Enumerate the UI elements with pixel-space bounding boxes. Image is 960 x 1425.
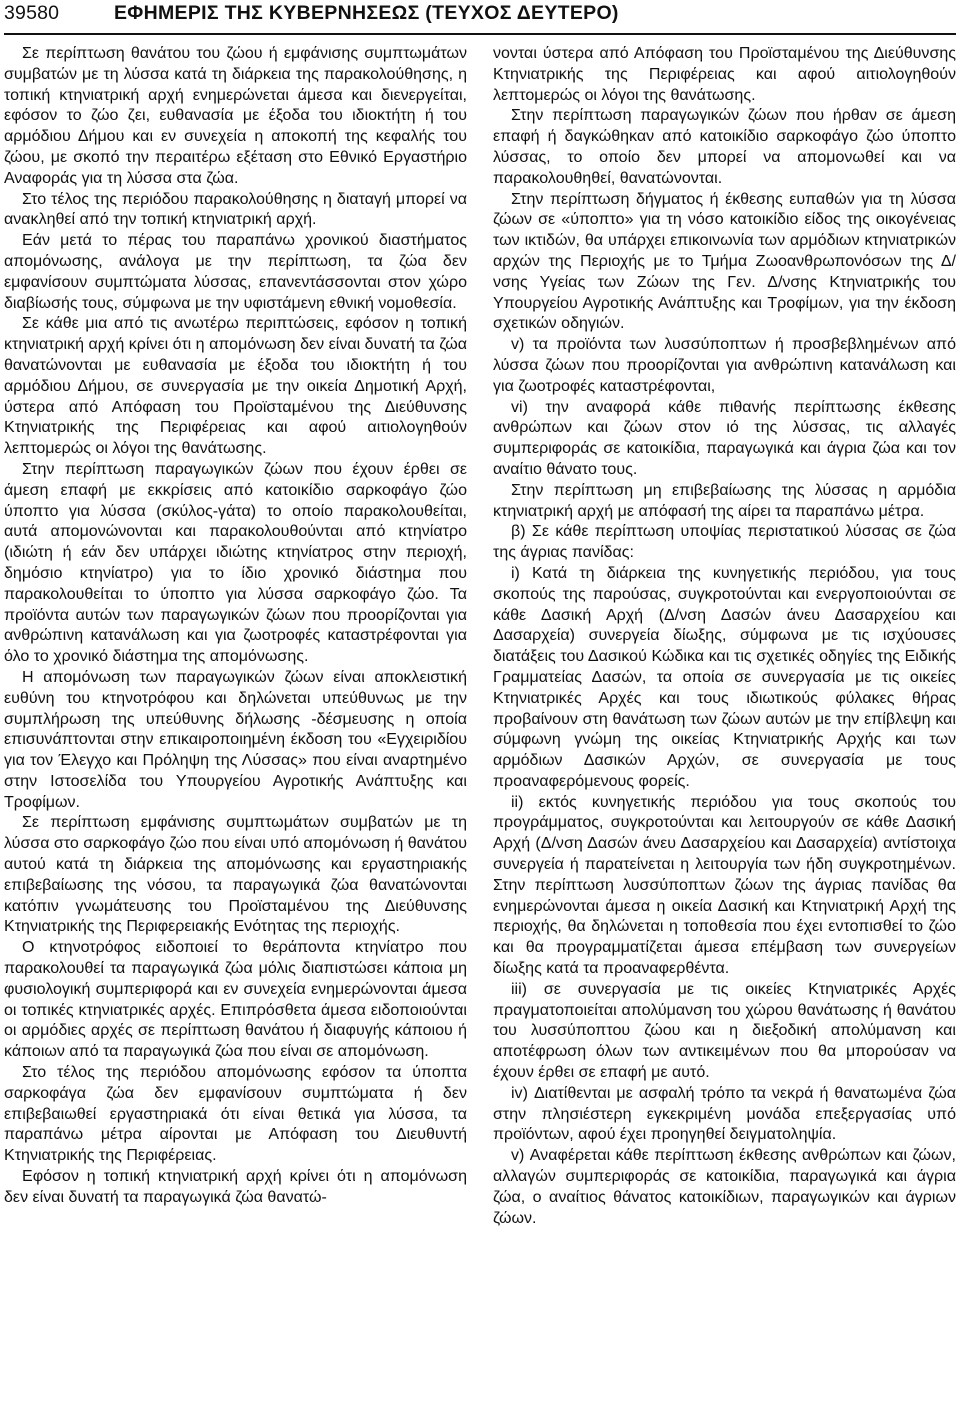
paragraph: Στην περίπτωση παραγωγικών ζώων που ήρθαν σε άμεση επαφή ή δαγκώθηκαν από κατοικίδιο σαρκοφάγο ζώο ύποπτο λύσσας, το οποίο δεν μπορεί να απομονωθεί και να παρακολουθηθεί, θανατώνονται.: [493, 106, 956, 187]
paragraph: ii) εκτός κυνηγετικής περιόδου για τους σκοπούς του προγράμματος, συγκροτούνται και λειτουργούν σε κάθε Δασική Αρχή (Δ/νση Δασών άνευ Δασαρχείου και Δασαρχεία) αντίστοιχα συνεργεία ή παρατείνεται η λειτουργία των ήδη συγκροτημένων. Στην περίπτωση λυσσύποπτων ζώων της άγριας πανίδας θα ενημερώνονται άμεσα η οικεία Δασική και Κτηνιατρική Αρχή της περιοχής, θα δηλώνεται η τοποθεσία που έχει εντοπισθεί το ζώο και θα προγραμματίζεται άμεσα επέμβαση των συνεργείων δίωξης κατά τα προαναφερθέντα.: [493, 792, 956, 978]
paragraph: β) Σε κάθε περίπτωση υποψίας περιστατικού λύσσας σε ζώα της άγριας πανίδας:: [493, 522, 956, 562]
continuation-paragraph: νονται ύστερα από Απόφαση του Προϊσταμένου της Διεύθυνσης Κτηνιατρικής της Περιφέρειας και αφού αιτιολογηθούν λεπτομερώς οι λόγοι της θανάτωσης.: [493, 44, 956, 104]
paragraph: v) τα προϊόντα των λυσσύποπτων ή προσβεβλημένων από λύσσα ζώων που προορίζονται για ανθρώπινη κατανάλωση και για ζωοτροφές καταστρέφονται,: [493, 335, 956, 395]
paragraph: Σε περίπτωση εμφάνισης συμπτωμάτων συμβατών με τη λύσσα στο σαρκοφάγο ζώο που είναι υπό απομόνωση ή θανάτου αυτού κατά τη διάρκεια της απομόνωσης και εργαστηριακής επιβεβαίωσης της νόσου, τα παραγωγικά ζώα θανατώνονται κατόπιν γνωμάτευσης του Προϊσταμένου της Διεύθυνσης Κτηνιατρικής της Περιφερειακής Ενότητας της περιοχής.: [4, 813, 467, 936]
paragraph: Στην περίπτωση δήγματος ή έκθεσης ευπαθών για τη λύσσα ζώων σε «ύποπτο» για τη νόσο κατοικίδιο είδος της οικογένειας των ικτιδών, θα υπάρχει επικοινωνία των αρμόδιων κτηνιατρικών αρχών της Περιοχής με το Τμήμα Ζωοανθρωπονόσων της Δ/νσης Υγείας των Ζώων της Γεν. Δ/νσης Κτηνιατρικής του Υπουργείου Αγροτικής Ανάπτυξης και Τροφίμων, για την έκδοση σχετικών οδηγιών.: [493, 189, 956, 333]
paragraph: Στο τέλος της περιόδου απομόνωσης εφόσον τα ύποπτα σαρκοφάγα ζώα δεν εμφανίσουν συμπτώματα ή δεν επιβεβαιωθεί εργαστηριακά ότι είναι θετικά για λύσσα, τα παραπάνω μέτρα αίρονται με Απόφαση του Διευθυντή Κτηνιατρικής της Περιφέρειας.: [4, 1063, 467, 1165]
paragraph: Εφόσον η τοπική κτηνιατρική αρχή κρίνει ότι η απομόνωση δεν είναι δυνατή τα παραγωγικά ζώα θανατώ-: [4, 1167, 467, 1206]
page-number: 39580: [4, 2, 60, 24]
paragraph: Σε περίπτωση θανάτου του ζώου ή εμφάνισης συμπτωμάτων συμβατών με τη λύσσα κατά τη διάρκεια της παρακολούθησης, η τοπική κτηνιατρική αρχή ενημερώνεται άμεσα και διενεργείται, εφόσον το ζώο ζει, ευθανασία με έξοδα του ιδιοκτήτη ή του αρμόδιου Δήμου και εν συνεχεία η αποκοπή της κεφαλής του ζώου, με σκοπό την περαιτέρω εξέταση στο Εθνικό Εργαστήριο Αναφοράς για τη λύσσα στα ζώα.: [4, 44, 467, 187]
paragraph: Σε κάθε μια από τις ανωτέρω περιπτώσεις, εφόσον η τοπική κτηνιατρική αρχή κρίνει ότι η απομόνωση δεν είναι δυνατή τα ζώα θανατώνονται με ευθανασία με έξοδα του ιδιοκτήτη ή του αρμόδιου Δήμου, σε συνεργασία με την οικεία Δημοτική Αρχή, ύστερα από Απόφαση του Προϊσταμένου της Διεύθυνσης Κτηνιατρικής της Περιφέρειας και αφού αιτιολογηθούν λεπτομερώς οι λόγοι της θανάτωσης.: [4, 314, 467, 458]
left-column: [4, 43, 467, 1423]
gazette-title: ΕΦΗΜΕΡΙΣ ΤΗΣ ΚΥΒΕΡΝΗΣΕΩΣ (ΤΕΥΧΟΣ ΔΕΥΤΕΡΟ): [114, 2, 619, 24]
paragraph: Ο κτηνοτρόφος ειδοποιεί το θεράποντα κτηνίατρο που παρακολουθεί τα παραγωγικά ζώα μόλις διαπιστώσει κάποια μη φυσιολογική συμπεριφορά και εν συνεχεία ενημερώνονται άμεσα οι τοπικές κτηνιατρικές αρχές. Επιπρόσθετα άμεσα ειδοποιούνται οι αρμόδιες αρχές σε περίπτωση θανάτου ή διαφυγής κάποιου ή κάποιων από τα παραγωγικά ζώα που είναι σε απομόνωση.: [4, 938, 467, 1061]
paragraph: v) Αναφέρεται κάθε περίπτωση έκθεσης ανθρώπων και ζώων, αλλαγών συμπεριφοράς σε κατοικίδια, παραγωγικά και άγρια ζώα, ο αναίτιος θάνατος κατοικίδιων, παραγωγικών και άγριων ζώων.: [493, 1146, 956, 1227]
paragraph: i) Κατά τη διάρκεια της κυνηγετικής περιόδου, για τους σκοπούς της παρούσας, συγκροτούνται και ενεργοποιούνται σε κάθε Δασική Αρχή (Δ/νση Δασών άνευ Δασαρχείου και Δασαρχεία) συνεργεία δίωξης, σύμφωνα με τις ισχύουσες διατάξεις του Δασικού Κώδικα και τις σχετικές οδηγίες της Ειδικής Γραμματείας Δασών, τα οποία σε συνεργασία με τις οικείες Κτηνιατρικές Αρχές και τους ιδιωτικούς φύλακες θήρας προβαίνουν στη θανάτωση των ζώων αυτών με την επίβλεψη και σύμφωνη γνώμη της οικείας Κτηνιατρικής Αρχής και των αρμόδιων Δασικών Αρχών, σε συνεργασία με τους προαναφερόμενους φορείς.: [493, 563, 956, 790]
paragraph: iv) Διατίθενται με ασφαλή τρόπο τα νεκρά ή θανατωμένα ζώα στην πλησιέστερη εγκεκριμένη μονάδα επεξεργασίας υπό προϊόντων, αφού έχει προηγηθεί δειγματοληψία.: [493, 1083, 956, 1144]
paragraph: Εάν μετά το πέρας του παραπάνω χρονικού διαστήματος απομόνωσης, ανάλογα με την περίπτωση, τα ζώα δεν εμφανίσουν συμπτώματα λύσσας, επανεντάσσονται στον χώρο διαβίωσής τους, σύμφωνα με την υφιστάμενη εθνική νομοθεσία.: [4, 231, 467, 312]
right-column: [493, 43, 956, 1423]
paragraph: Στην περίπτωση παραγωγικών ζώων που έχουν έρθει σε άμεση επαφή με εκκρίσεις από κατοικίδιο σαρκοφάγο ζώο ύποπτο για λύσσα (σκύλος-γάτα) το οποίο παρακολουθείται, αυτά απομονώνονται και παρακολουθούνται από κτηνίατρο (ιδιώτη ή εάν δεν υπάρχει ιδιώτης κτηνίατρος στην περιοχή, δημόσιο κτηνίατρο) για το ίδιο χρονικό διάστημα που παρακολουθείται το ύποπτο για λύσσα σαρκοφάγο ζώο. Τα προϊόντα αυτών των παραγωγικών ζώων που προορίζονται για ανθρώπινη κατανάλωση και για ζωοτροφές καταστρέφονται για όλο το χρονικό διάστημα της απομόνωσης.: [4, 459, 467, 666]
header-rule: [4, 33, 956, 35]
paragraph: vi) την αναφορά κάθε πιθανής περίπτωσης έκθεσης ανθρώπων και ζώων στον ιό της λύσσας, τις αλλαγές συμπεριφοράς σε κατοικίδια, παραγωγικά και άγρια ζώα και τον αναίτιο θάνατο τους.: [493, 397, 956, 478]
page-header: [4, 2, 956, 32]
paragraph: Στο τέλος της περιόδου παρακολούθησης η διαταγή μπορεί να ανακληθεί από την τοπική κτηνιατρική αρχή.: [4, 189, 467, 229]
paragraph: Η απομόνωση των παραγωγικών ζώων είναι αποκλειστική ευθύνη του κτηνοτρόφου και δηλώνεται υπεύθυνως με την συμπλήρωση της υπεύθυνης δήλωσης -δέσμευσης η οποία επισυνάπτονται στην επικαιροποιημένη έκδοση του «Εγχειριδίου για τον Έλεγχο και Πρόληψη της Λύσσας» που είναι αναρτημένο στην Ιστοσελίδα του Υπουργείου Αγροτικής Ανάπτυξης και Τροφίμων.: [4, 667, 467, 811]
paragraph: Στην περίπτωση μη επιβεβαίωσης της λύσσας η αρμόδια κτηνιατρική αρχή με απόφασή της αίρει τα παραπάνω μέτρα.: [493, 480, 956, 520]
paragraph: iii) σε συνεργασία με τις οικείες Κτηνιατρικές Αρχές πραγματοποιείται απολύμανση του χώρου θανάτωσης ή θανάτου του λυσσύποπτου ζώου και η διεξοδική απολύμανση και αποτέφρωση όλων των αντικειμένων που θα μπορούσαν να έχουν έρθει σε επαφή με αυτό.: [493, 979, 956, 1082]
